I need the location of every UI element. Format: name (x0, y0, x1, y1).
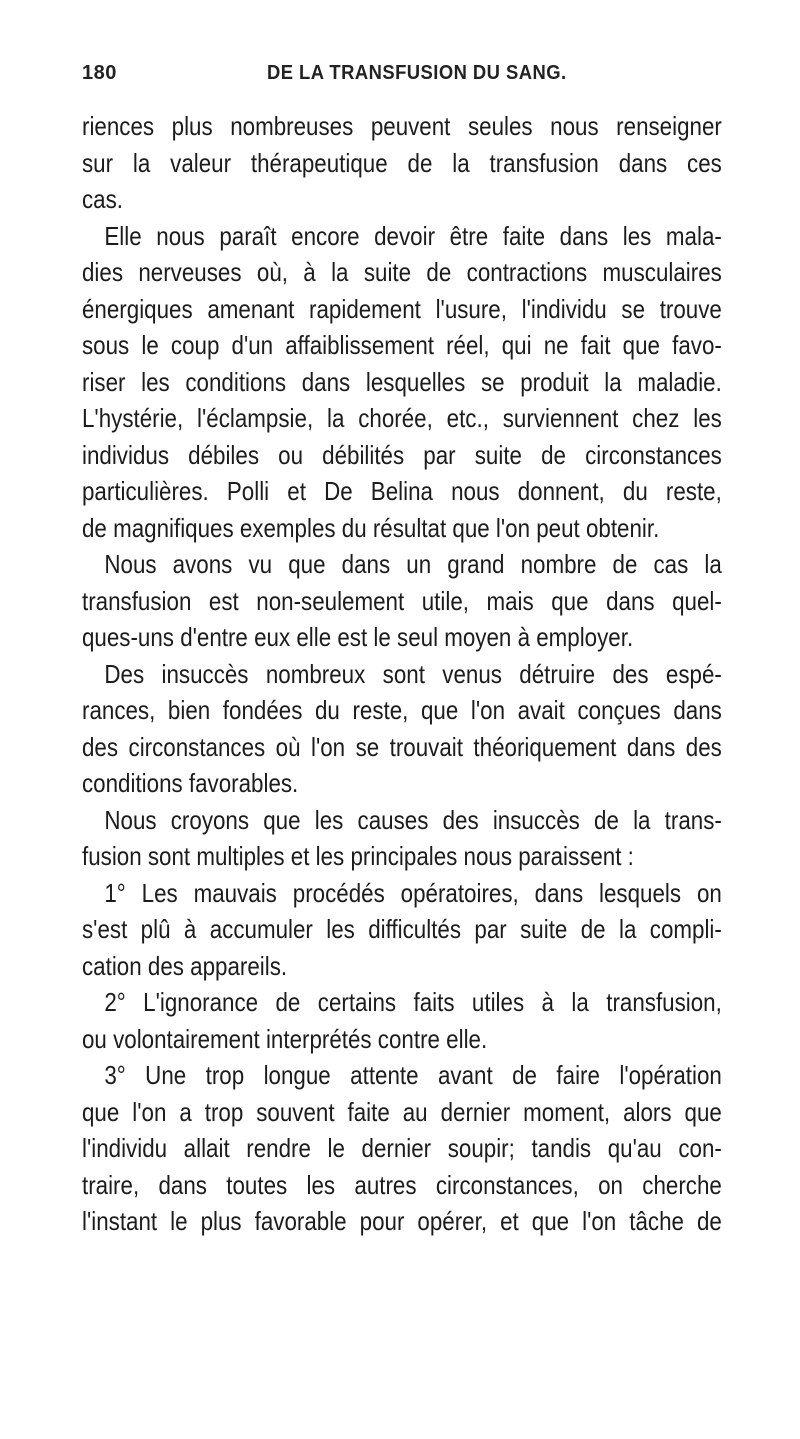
text-line: des circonstances où l'on se trouvait théoriquement dans des (82, 731, 722, 762)
text-line: de magnifiques exemples du résultat que l'on peut obtenir. (82, 512, 660, 543)
text-line: cas. (82, 184, 124, 214)
text-line: ou volontairement interprétés contre elle. (82, 1023, 488, 1054)
text-line: que l'on a trop souvent faite au dernier moment, alors que (82, 1096, 722, 1127)
text-line: traire, dans toutes les autres circonstances, on cherche (82, 1169, 722, 1200)
text-line: s'est plû à accumuler les difficultés par suite de la compli- (82, 914, 722, 944)
text-line: riser les conditions dans lesquelles se produit la maladie. (82, 366, 722, 397)
text-line: 1° Les mauvais procédés opératoires, dans lesquels on (104, 877, 722, 908)
text-line: l'instant le plus favorable pour opérer, et que l'on tâche de (82, 1206, 722, 1236)
text-line: sur la valeur thérapeutique de la transfusion dans ces (82, 147, 722, 178)
text-line: 3° Une trop longue attente avant de faire l'opération (104, 1060, 722, 1090)
text-line: 2° L'ignorance de certains faits utiles à la transfusion, (104, 987, 722, 1017)
text-line: Des insuccès nombreux sont venus détruire des espé- (104, 658, 722, 689)
text-line: rances, bien fondées du reste, que l'on avait conçues dans (82, 695, 722, 725)
text-line: sous le coup d'un affaiblissement réel, qui ne fait que favo- (82, 330, 722, 360)
page-header (82, 62, 722, 94)
text-line: particulières. Polli et De Belina nous donnent, du reste, (82, 476, 722, 506)
text-line: fusion sont multiples et les principales nous paraissent : (82, 841, 634, 871)
page-number: 180 (82, 62, 117, 84)
text-line: L'hystérie, l'éclampsie, la chorée, etc., surviennent chez les (82, 403, 722, 433)
text-line: transfusion est non-seulement utile, mais que dans quel- (82, 585, 722, 616)
text-line: Nous croyons que les causes des insuccès de la trans- (104, 804, 722, 835)
text-line: individus débiles ou débilités par suite de circonstances (82, 439, 722, 470)
text-line: ques-uns d'entre eux elle est le seul moyen à employer. (82, 622, 634, 652)
text-line: l'individu allait rendre le dernier soupir; tandis qu'au con- (82, 1133, 722, 1163)
text-line: cation des appareils. (82, 950, 288, 981)
text-line: Nous avons vu que dans un grand nombre de cas la (104, 549, 722, 579)
text-line: énergiques amenant rapidement l'usure, l'individu se trouve (82, 293, 722, 324)
body-text (82, 108, 722, 1240)
text-line: riences plus nombreuses peuvent seules nous renseigner (82, 111, 722, 141)
text-line: dies nerveuses où, à la suite de contractions musculaires (82, 257, 722, 287)
text-line: conditions favorables. (82, 768, 299, 798)
running-head: DE LA TRANSFUSION DU SANG. (267, 62, 567, 84)
text-line: Elle nous paraît encore devoir être faite dans les mala- (104, 220, 722, 251)
